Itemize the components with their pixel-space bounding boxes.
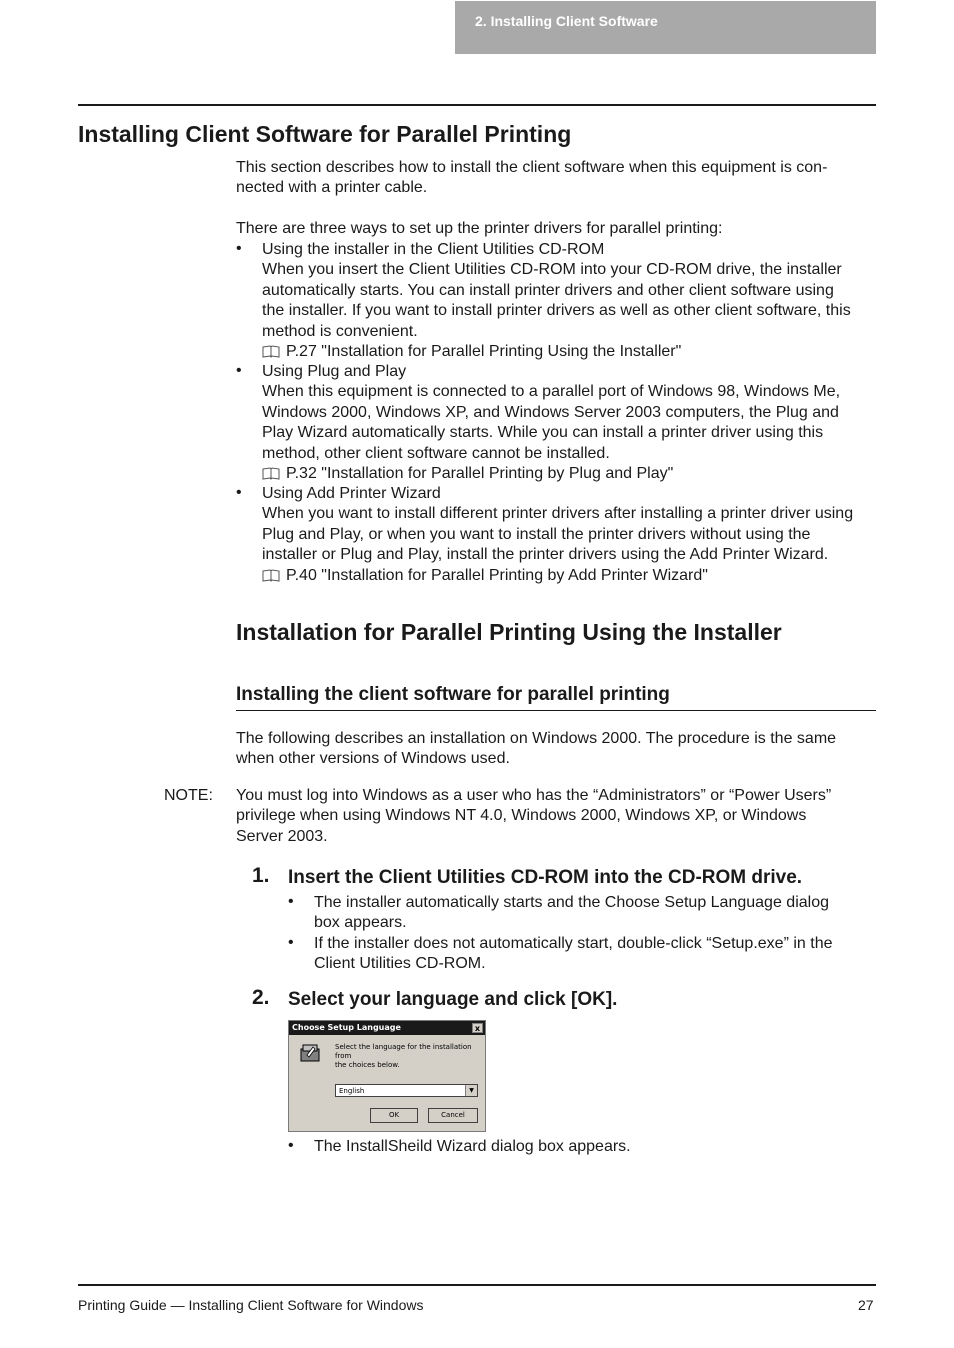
description-line: The following describes an installation on Windows 2000. The procedure is the same (236, 730, 837, 747)
description-line: when other versions of Windows used. (236, 750, 510, 768)
step-instruction: Select your language and click [OK]. (288, 989, 618, 1010)
top-rule (78, 104, 876, 106)
close-icon[interactable]: x (472, 1023, 483, 1033)
dialog-title-bar (289, 1021, 485, 1035)
dialog-message-line: the choices below. (335, 1061, 400, 1069)
procedure-title: Installing the client software for parallel printing (236, 684, 670, 705)
dialog-title: Choose Setup Language (292, 1023, 401, 1032)
note-text (236, 786, 876, 847)
method-title: Using the installer in the Client Utilities CD-ROM (262, 241, 605, 258)
bullet-marker: • (288, 934, 294, 951)
bullet-marker: • (236, 362, 242, 379)
step-bullet-line: Client Utilities CD-ROM. (314, 955, 486, 973)
method-desc-line: Windows 2000, Windows XP, and Windows Server 2003 computers, the Plug and (262, 403, 839, 421)
dialog-message (335, 1043, 480, 1070)
note-line: You must log into Windows as a user who has the “Administrators” or “Power Users” (236, 787, 832, 804)
step-bullet-line: The InstallSheild Wizard dialog box appears. (314, 1138, 631, 1155)
method-desc-line: method is convenient. (262, 322, 418, 340)
method-desc-line: the installer. If you want to install printer drivers as well as other client software, this (262, 302, 851, 320)
step-bullet-line: If the installer does not automatically start, double-click “Setup.exe” in the (314, 935, 833, 952)
book-icon (262, 467, 280, 481)
language-select[interactable] (335, 1084, 478, 1097)
bullet-marker: • (288, 893, 294, 910)
page-reference[interactable] (262, 566, 882, 586)
method-item (262, 240, 882, 362)
method-desc-line: installer or Plug and Play, install the printer drivers using the Add Printer Wizard. (262, 546, 829, 564)
method-desc-line: When you insert the Client Utilities CD-ROM into your CD-ROM drive, the installer (262, 261, 842, 279)
step-bullet-line: box appears. (314, 914, 407, 932)
page-reference[interactable] (262, 342, 882, 362)
bullet-marker: • (236, 240, 242, 257)
page-reference-text: P.32 "Installation for Parallel Printing by Plug and Play" (286, 465, 674, 483)
chapter-tab-label: 2. Installing Client Software (475, 13, 658, 29)
intro-line: nected with a printer cable. (236, 179, 428, 197)
step-number: 1. (252, 864, 270, 887)
method-title: Using Plug and Play (262, 363, 407, 380)
ways-intro: There are three ways to set up the printer drivers for parallel printing: (236, 220, 723, 237)
step-bullet-text (314, 1137, 874, 1157)
setup-icon (299, 1041, 323, 1065)
step-instruction: Insert the Client Utilities CD-ROM into the CD-ROM drive. (288, 867, 803, 888)
book-icon (262, 345, 280, 359)
chapter-tab (455, 1, 876, 54)
method-desc-line: method, other client software cannot be installed. (262, 444, 610, 462)
intro-paragraph (236, 158, 876, 199)
procedure-rule (236, 710, 876, 711)
step-bullet-line: The installer automatically starts and the Choose Setup Language dialog (314, 894, 829, 911)
method-item (262, 362, 882, 484)
method-desc-line: automatically starts. You can install printer drivers and other client software using (262, 281, 834, 299)
step-bullet-text (314, 934, 874, 975)
subsection-title: Installation for Parallel Printing Using the Installer (236, 619, 782, 645)
note-line: Server 2003. (236, 827, 328, 845)
dialog-message-line: Select the language for the installation from (335, 1043, 472, 1060)
chevron-down-icon[interactable]: ▼ (465, 1085, 477, 1096)
note-label: NOTE: (164, 787, 213, 804)
section-title: Installing Client Software for Parallel Printing (78, 121, 572, 147)
ok-button[interactable]: OK (370, 1108, 418, 1123)
method-title: Using Add Printer Wizard (262, 485, 441, 502)
step-number: 2. (252, 986, 270, 1009)
language-select-value: English (339, 1087, 365, 1095)
bullet-marker: • (236, 484, 242, 501)
method-desc-line: Plug and Play, or when you want to install the printer drivers without using the (262, 525, 811, 543)
method-desc-line: Play Wizard automatically starts. While you can install a printer driver using this (262, 424, 824, 442)
note-line: privilege when using Windows NT 4.0, Windows 2000, Windows XP, or Windows (236, 807, 807, 825)
method-desc-line: When this equipment is connected to a parallel port of Windows 98, Windows Me, (262, 383, 841, 401)
method-desc-line: When you want to install different printer drivers after installing a printer driver using (262, 505, 854, 523)
page-reference-text: P.27 "Installation for Parallel Printing Using the Installer" (286, 343, 682, 361)
step-bullet-text (314, 893, 874, 934)
page-reference-text: P.40 "Installation for Parallel Printing by Add Printer Wizard" (286, 566, 708, 584)
method-item (262, 484, 882, 586)
footer-text: Printing Guide — Installing Client Software for Windows (78, 1297, 424, 1313)
bullet-marker: • (288, 1137, 294, 1154)
choose-setup-language-dialog (288, 1020, 486, 1132)
page-reference[interactable] (262, 464, 882, 484)
procedure-description (236, 729, 876, 770)
cancel-button[interactable]: Cancel (428, 1108, 478, 1123)
intro-line: This section describes how to install the client software when this equipment is con- (236, 159, 828, 176)
page-number: 27 (858, 1297, 874, 1313)
footer-rule (78, 1284, 876, 1286)
book-icon (262, 569, 280, 583)
